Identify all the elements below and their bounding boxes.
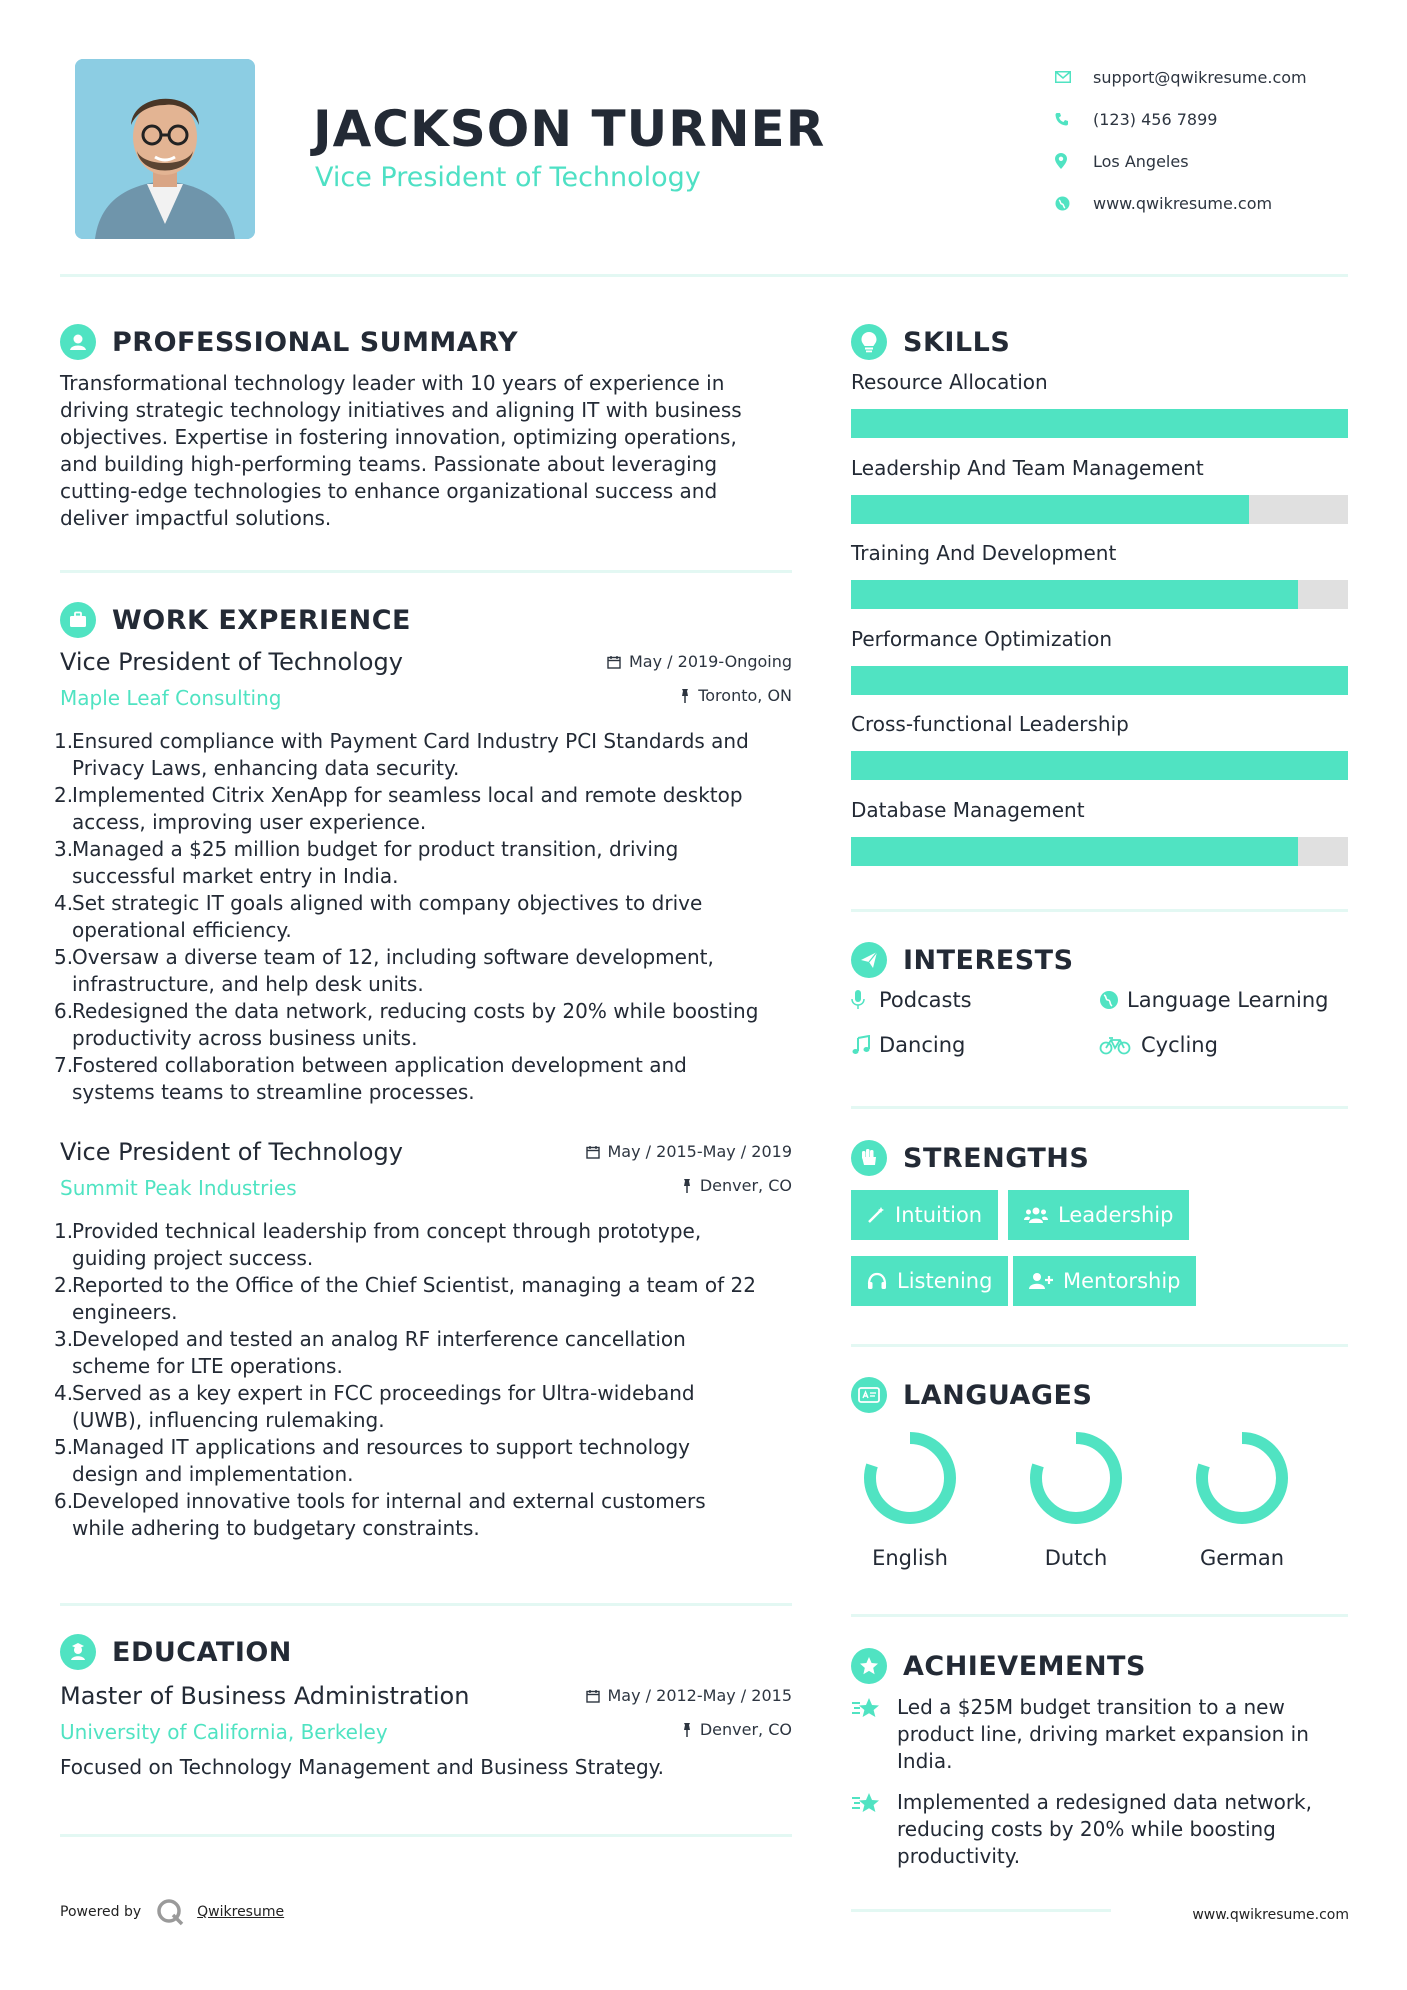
strength-label: Mentorship: [1063, 1269, 1181, 1293]
degree: Master of Business Administration: [60, 1682, 470, 1710]
job-company: Summit Peak Industries: [60, 1176, 297, 1200]
contact-phone-text: (123) 456 7899: [1093, 109, 1218, 129]
skill-bar: [851, 837, 1348, 866]
job-bullets: [54, 728, 800, 1106]
list-item: 3. Developed and tested an analog RF interference cancellation scheme for LTE operations.: [54, 1327, 686, 1378]
job-entry: [54, 1138, 792, 1558]
skill-bar: [851, 580, 1348, 609]
strengths-heading: [851, 1140, 1089, 1176]
school: University of California, Berkeley: [60, 1720, 388, 1744]
interests-title: INTERESTS: [903, 944, 1074, 976]
footer-powered-by: [60, 1897, 284, 1927]
language-ring: [1194, 1430, 1290, 1526]
skill-bar-fill: [851, 495, 1249, 524]
job-date: [607, 652, 792, 671]
languages-title: LANGUAGES: [903, 1379, 1093, 1411]
skills-title: SKILLS: [903, 326, 1011, 358]
pushpin-icon: [682, 1723, 692, 1737]
strength-label: Listening: [897, 1269, 993, 1293]
education-heading: [60, 1634, 292, 1670]
language-ring: [862, 1430, 958, 1526]
globe-icon: [1055, 196, 1093, 211]
skill-name: Database Management: [851, 797, 1085, 822]
language-item: [1016, 1430, 1136, 1570]
interest-item: [1099, 1033, 1218, 1057]
phone-icon: [1055, 112, 1093, 126]
education-date-text: May / 2012-May / 2015: [607, 1686, 792, 1705]
summary-line: and building high-performing teams. Passionate about leveraging: [60, 452, 718, 476]
bicycle-icon: [1099, 1035, 1141, 1055]
contact-website[interactable]: [1055, 182, 1355, 224]
skill-bar-fill: [851, 751, 1348, 780]
list-item: 5. Managed IT applications and resources to support technology design and implementation.: [54, 1435, 690, 1486]
paper-plane-icon: [851, 942, 887, 978]
strength-tag: [1008, 1190, 1189, 1240]
interests-heading: [851, 942, 1074, 978]
job-company: Maple Leaf Consulting: [60, 686, 282, 710]
achievements-heading: [851, 1648, 1146, 1684]
language-item: [1182, 1430, 1302, 1570]
interest-item: [851, 988, 972, 1012]
language-item: [850, 1430, 970, 1570]
skills-divider: [851, 909, 1348, 912]
job-location: [680, 686, 792, 705]
skill-bar: [851, 409, 1348, 438]
list-item: 5. Oversaw a diverse team of 12, including software development, infrastructure, and help desk units.: [54, 945, 714, 996]
fist-icon: [851, 1140, 887, 1176]
contact-phone[interactable]: [1055, 98, 1355, 140]
job-entry: [54, 648, 792, 1108]
headphones-icon: [867, 1272, 887, 1290]
list-item: 3. Managed a $25 million budget for product transition, driving successful market entry in India.: [54, 837, 679, 888]
summary-text: [60, 370, 800, 532]
calendar-icon: [586, 1145, 600, 1159]
job-date: [586, 1142, 793, 1161]
powered-by-text: Powered by: [60, 1904, 142, 1920]
education-date: [586, 1686, 793, 1705]
language-name: German: [1199, 1546, 1285, 1570]
skill-bar-fill: [851, 580, 1298, 609]
skill-item: [851, 712, 1348, 798]
skill-bar: [851, 666, 1348, 695]
job-date-text: May / 2015-May / 2019: [607, 1142, 792, 1161]
calendar-icon: [586, 1689, 600, 1703]
job-location-text: Toronto, ON: [698, 686, 792, 705]
pushpin-icon: [682, 1179, 692, 1193]
qwikresume-logo-icon: [155, 1897, 185, 1927]
lightbulb-icon: [851, 324, 887, 360]
education-location-text: Denver, CO: [699, 1720, 792, 1739]
contact-website-text: www.qwikresume.com: [1093, 193, 1273, 213]
footer-website[interactable]: www.qwikresume.com: [1192, 1907, 1349, 1923]
star-badge-icon: [851, 1648, 887, 1684]
language-card-icon: [851, 1377, 887, 1413]
skill-item: [851, 541, 1348, 627]
achievement-text: Implemented a redesigned data network, reducing costs by 20% while boosting productivity.: [897, 1790, 1312, 1868]
globe-icon: [1099, 990, 1127, 1010]
candidate-name: JACKSON TURNER: [313, 100, 826, 158]
star-icon: [851, 1694, 897, 1775]
candidate-title: Vice President of Technology: [315, 162, 701, 193]
achievement-item: [851, 1694, 1348, 1775]
summary-heading: [60, 324, 518, 360]
summary-line: objectives. Expertise in fostering innovation, optimizing operations,: [60, 425, 737, 449]
skill-name: Performance Optimization: [851, 626, 1113, 651]
user-plus-icon: [1029, 1272, 1053, 1290]
interest-item: [1099, 988, 1328, 1012]
list-item: 6. Redesigned the data network, reducing costs by 20% while boosting productivity across business units.: [54, 999, 759, 1050]
strength-tag: [851, 1256, 1008, 1306]
microphone-icon: [851, 990, 879, 1010]
education-entry: [60, 1682, 792, 1792]
achievement-item: [851, 1789, 1348, 1870]
list-item: 6. Developed innovative tools for internal and external customers while adhering to budgetary constraints.: [54, 1489, 706, 1540]
pushpin-icon: [680, 689, 690, 703]
briefcase-icon: [60, 602, 96, 638]
strength-label: Intuition: [895, 1203, 983, 1227]
language-name: Dutch: [1044, 1546, 1108, 1570]
skill-name: Leadership And Team Management: [851, 455, 1204, 480]
skill-name: Training And Development: [851, 541, 1117, 565]
contact-location-text: Los Angeles: [1093, 151, 1189, 171]
music-note-icon: [851, 1035, 879, 1055]
skill-item: [851, 456, 1348, 542]
graduate-icon: [60, 1634, 96, 1670]
job-role: Vice President of Technology: [60, 648, 403, 676]
interest-label: Dancing: [879, 1033, 966, 1057]
summary-title: PROFESSIONAL SUMMARY: [112, 326, 519, 358]
achievement-text: Led a $25M budget transition to a new product line, driving market expansion in India.: [897, 1695, 1309, 1773]
qwikresume-link[interactable]: Qwikresume: [197, 1904, 285, 1920]
languages-heading: [851, 1377, 1092, 1413]
achievements-title: ACHIEVEMENTS: [903, 1650, 1146, 1682]
skill-item: [851, 370, 1348, 456]
skill-item: [851, 627, 1348, 713]
skills-heading: [851, 324, 1010, 360]
job-role: Vice President of Technology: [60, 1138, 403, 1166]
strength-tag: [851, 1190, 998, 1240]
skill-bar-fill: [851, 666, 1348, 695]
skill-name: Cross-functional Leadership: [851, 712, 1129, 736]
work-divider: [60, 1603, 792, 1606]
work-heading: [60, 602, 411, 638]
summary-line: deliver impactful solutions.: [60, 506, 332, 530]
list-item: 7. Fostered collaboration between application development and systems teams to streamline processes.: [54, 1053, 687, 1104]
star-icon: [851, 1789, 897, 1870]
summary-divider: [60, 570, 792, 573]
work-title: WORK EXPERIENCE: [112, 604, 411, 636]
education-divider: [60, 1834, 792, 1837]
education-title: EDUCATION: [112, 1636, 292, 1668]
interest-label: Language Learning: [1127, 988, 1329, 1012]
job-location-text: Denver, CO: [699, 1176, 792, 1195]
list-item: 2. Implemented Citrix XenApp for seamless local and remote desktop access, improving user experience.: [54, 783, 743, 834]
skill-bar: [851, 751, 1348, 780]
strength-tag: [1013, 1256, 1196, 1306]
summary-line: driving strategic technology initiatives and aligning IT with business: [60, 398, 742, 422]
summary-line: Transformational technology leader with 10 years of experience in: [60, 371, 725, 395]
strengths-title: STRENGTHS: [903, 1142, 1090, 1174]
user-circle-icon: [60, 324, 96, 360]
achievements-divider: [851, 1909, 1111, 1912]
job-bullets: [54, 1218, 800, 1542]
skill-name: Resource Allocation: [851, 370, 1048, 394]
profile-photo: [75, 59, 255, 239]
job-date-text: May / 2019-Ongoing: [629, 652, 792, 671]
language-name: English: [872, 1546, 948, 1570]
education-description: Focused on Technology Management and Business Strategy.: [60, 1755, 664, 1779]
interest-label: Podcasts: [879, 988, 972, 1012]
languages-divider: [851, 1614, 1348, 1617]
magic-wand-icon: [867, 1206, 885, 1224]
contact-email[interactable]: [1055, 56, 1355, 98]
envelope-icon: [1055, 71, 1093, 83]
summary-line: cutting-edge technologies to enhance organizational success and: [60, 479, 718, 503]
strength-label: Leadership: [1058, 1203, 1174, 1227]
list-item: 1. Ensured compliance with Payment Card Industry PCI Standards and Privacy Laws, enhancing data security.: [54, 729, 749, 780]
education-location: [682, 1720, 792, 1739]
skill-item: [851, 798, 1348, 884]
list-item: 4. Served as a key expert in FCC proceedings for Ultra-wideband (UWB), influencing rulemaking.: [54, 1381, 695, 1432]
users-icon: [1024, 1206, 1048, 1224]
header-divider: [60, 274, 1348, 277]
list-item: 1. Provided technical leadership from concept through prototype, guiding project success.: [54, 1219, 702, 1270]
calendar-icon: [607, 655, 621, 669]
contact-location: [1055, 140, 1355, 182]
job-location: [682, 1176, 792, 1195]
interest-item: [851, 1033, 965, 1057]
strengths-divider: [851, 1344, 1348, 1347]
skill-bar-fill: [851, 837, 1298, 866]
list-item: 4. Set strategic IT goals aligned with company objectives to drive operational efficiency.: [54, 891, 703, 942]
list-item: 2. Reported to the Office of the Chief Scientist, managing a team of 22 engineers.: [54, 1273, 756, 1324]
interests-divider: [851, 1106, 1348, 1109]
map-pin-icon: [1055, 153, 1093, 169]
language-ring: [1028, 1430, 1124, 1526]
skill-bar: [851, 495, 1348, 524]
skills-list: [851, 370, 1348, 883]
contact-email-text: support@qwikresume.com: [1093, 67, 1307, 87]
contact-list: [1055, 56, 1355, 224]
skill-bar-fill: [851, 409, 1348, 438]
interest-label: Cycling: [1141, 1033, 1218, 1057]
